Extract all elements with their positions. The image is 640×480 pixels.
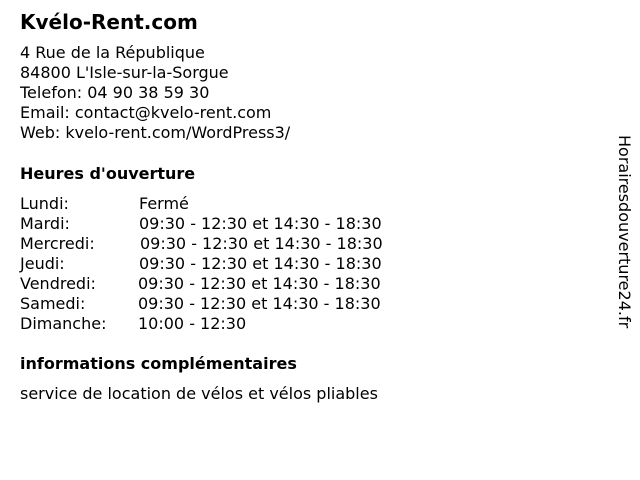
time-value: 09:30 - 12:30 et 14:30 - 18:30 (140, 234, 383, 253)
time-value: 09:30 - 12:30 et 14:30 - 18:30 (139, 214, 382, 233)
day-label: Mercredi: (20, 234, 95, 253)
day-label: Mardi: (20, 214, 70, 233)
time-value: 09:30 - 12:30 et 14:30 - 18:30 (138, 294, 381, 313)
contact-block (20, 43, 290, 143)
opening-hours-heading: Heures d'ouverture (20, 164, 196, 183)
additional-info-heading: informations complémentaires (20, 354, 297, 373)
day-label: Dimanche: (20, 314, 107, 333)
day-label: Vendredi: (20, 274, 96, 293)
day-label: Jeudi: (20, 254, 65, 273)
day-label: Samedi: (20, 294, 86, 313)
additional-info-text: service de location de vélos et vélos pliables (20, 384, 378, 403)
time-value: 10:00 - 12:30 (138, 314, 247, 333)
email-text: Email: contact@kvelo-rent.com (20, 103, 272, 122)
address-line-street: 4 Rue de la République (20, 43, 205, 62)
time-value: 09:30 - 12:30 et 14:30 - 18:30 (138, 274, 381, 293)
phone-text: Telefon: 04 90 38 59 30 (20, 83, 210, 102)
address-line-city: 84800 L'Isle-sur-la-Sorgue (20, 63, 229, 82)
website-text: Web: kvelo-rent.com/WordPress3/ (20, 123, 291, 142)
day-label: Lundi: (20, 194, 69, 213)
business-name: Kvélo-Rent.com (20, 10, 198, 34)
source-watermark: Horairesdouverture24.fr (615, 135, 634, 329)
time-value: Fermé (139, 194, 189, 213)
time-value: 09:30 - 12:30 et 14:30 - 18:30 (139, 254, 382, 273)
